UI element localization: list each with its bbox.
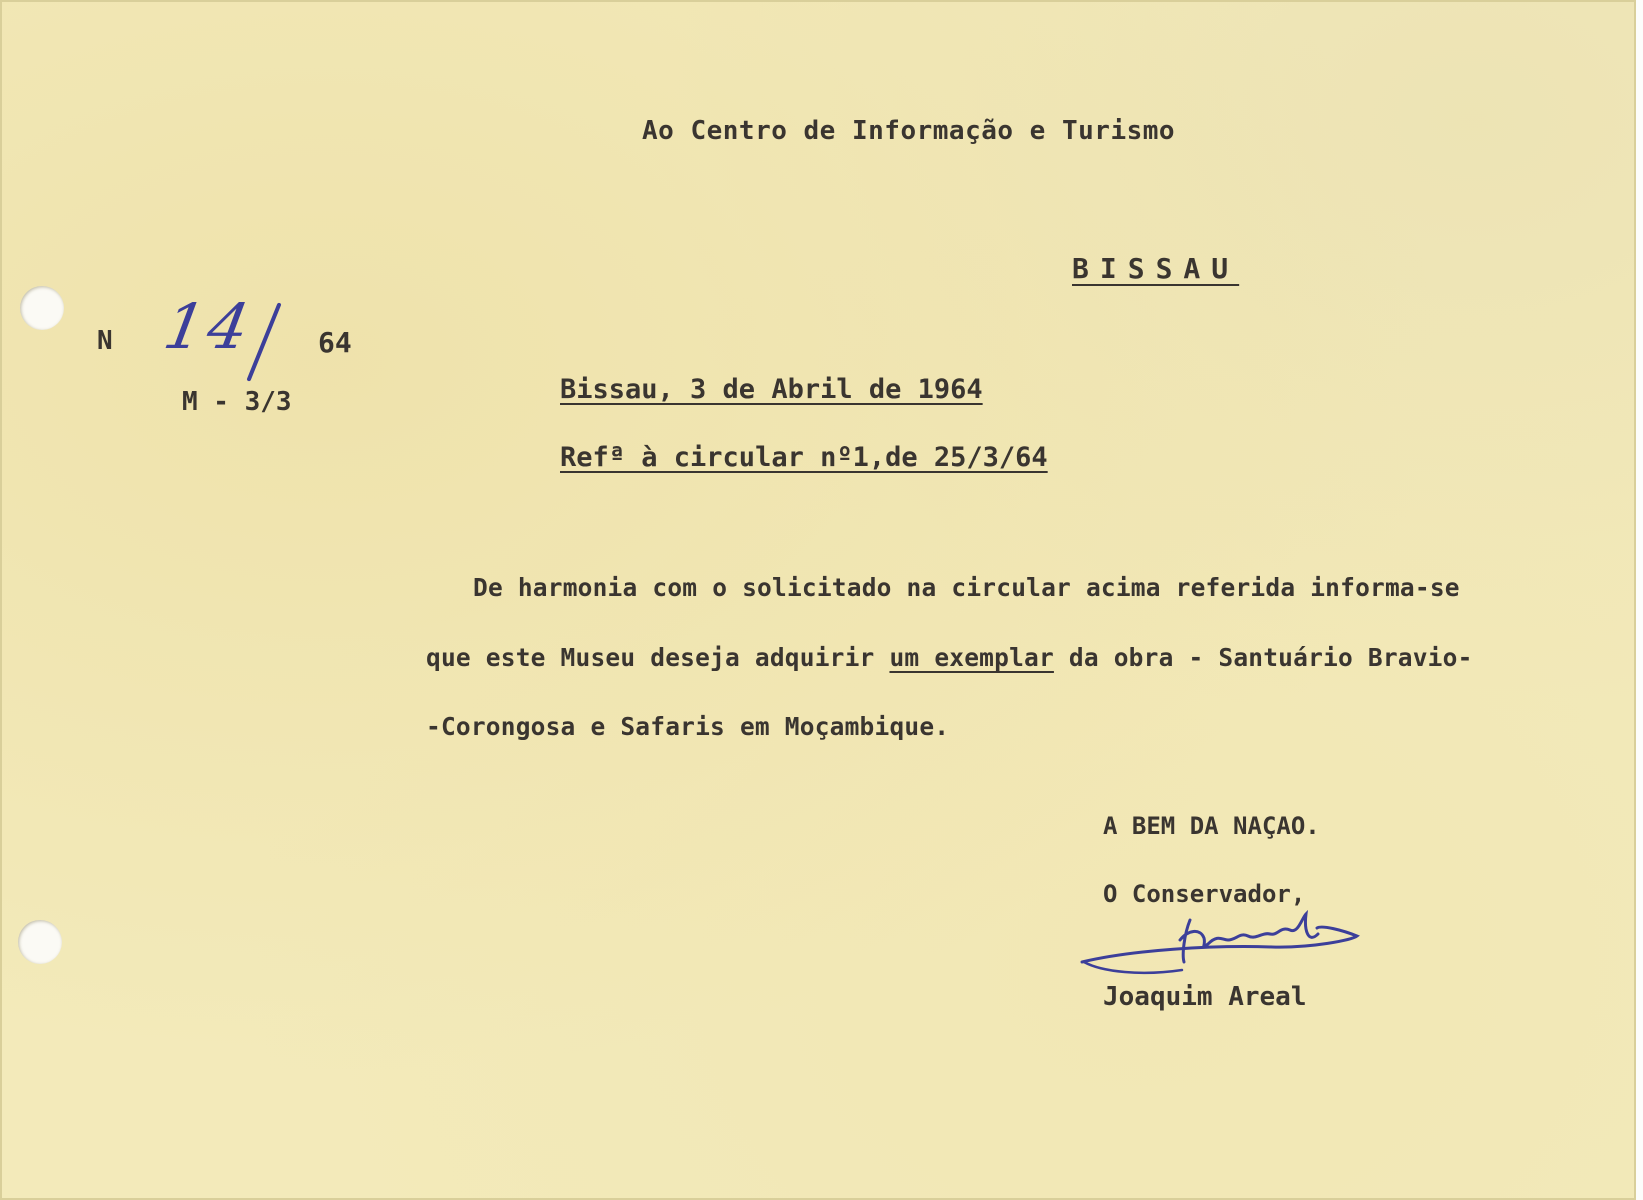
reference-year: 64 xyxy=(318,326,352,359)
addressee-city: BISSAU xyxy=(1072,252,1240,285)
letter-date: Bissau, 3 de Abril de 1964 xyxy=(560,374,983,405)
closing-salutation: A BEM DA NAÇAO. xyxy=(1103,812,1320,840)
body-emphasis: um exemplar xyxy=(889,643,1054,672)
reference-prefix: N xyxy=(97,326,113,356)
handwritten-number: 14 xyxy=(158,290,259,363)
signatory-title: O Conservador, xyxy=(1103,880,1306,908)
file-code: M - 3/3 xyxy=(182,387,292,417)
body-line-2-start: que este Museu deseja adquirir xyxy=(426,643,890,672)
handwritten-signature xyxy=(1072,900,1372,995)
punch-hole-top xyxy=(20,286,64,330)
body-line-2 xyxy=(426,643,1473,672)
scan-margin xyxy=(1636,0,1643,1200)
body-line-3: -Corongosa e Safaris em Moçambique. xyxy=(426,712,950,741)
body-line-1: De harmonia com o solicitado na circular acima referida informa-se xyxy=(473,573,1460,602)
body-line-2-end: da obra - Santuário Bravio- xyxy=(1053,643,1473,672)
addressee: Ao Centro de Informação e Turismo xyxy=(642,116,1176,146)
signatory-name: Joaquim Areal xyxy=(1103,982,1307,1012)
punch-hole-bottom xyxy=(18,920,62,964)
letter-reference: Refª à circular nº1,de 25/3/64 xyxy=(560,442,1048,473)
